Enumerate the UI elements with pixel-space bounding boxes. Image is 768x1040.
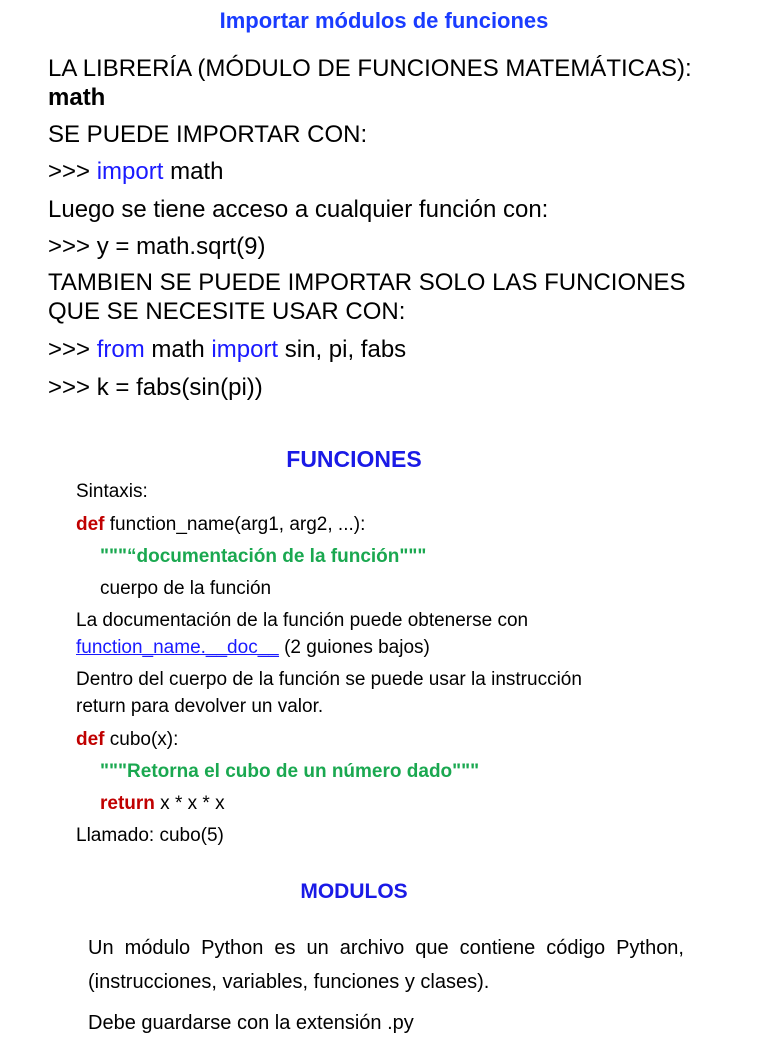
- library-name: math: [48, 84, 106, 111]
- return-line: [100, 791, 225, 817]
- syntax-label: Sintaxis:: [76, 481, 148, 502]
- access-line: Luego se tiene acceso a cualquier función con:: [48, 196, 549, 223]
- docstring-example: """“documentación de la función""": [100, 546, 427, 567]
- library-heading-line: [48, 54, 692, 84]
- return-info-line-2: return para devolver un valor.: [76, 696, 324, 717]
- also-import-line-2: QUE SE NECESITE USAR CON:: [48, 298, 406, 325]
- doc-attribute-note: (2 guiones bajos): [278, 637, 430, 658]
- doc-access-line: La documentación de la función puede obtenerse con: [76, 610, 529, 631]
- import-module: math: [163, 158, 224, 185]
- import-keyword: import: [211, 336, 279, 363]
- sqrt-code-line: >>> y = math.sqrt(9): [48, 233, 266, 260]
- cubo-docstring: """Retorna el cubo de un número dado""": [100, 761, 480, 782]
- def-signature: function_name(arg1, arg2, ...):: [104, 514, 366, 535]
- from-import-code-line: [48, 335, 406, 365]
- imported-names: sin, pi, fabs: [278, 336, 407, 363]
- def-keyword: def: [76, 514, 105, 535]
- return-keyword: return: [100, 793, 155, 814]
- also-import-line-1: TAMBIEN SE PUEDE IMPORTAR SOLO LAS FUNCIONES: [48, 269, 686, 296]
- from-keyword: from: [96, 336, 145, 363]
- from-module: math: [144, 336, 212, 363]
- module-extension-paragraph: Debe guardarse con la extensión .py: [88, 1012, 414, 1034]
- funciones-heading: FUNCIONES: [286, 446, 422, 472]
- function-body-line: cuerpo de la función: [100, 578, 272, 599]
- import-keyword: import: [96, 158, 164, 185]
- page-title: Importar módulos de funciones: [219, 8, 549, 33]
- module-definition-paragraph: Un módulo Python es un archivo que contiene código Python, (instrucciones, variables, funciones y clases).: [88, 937, 684, 993]
- def-keyword: def: [76, 729, 105, 750]
- call-example-line: Llamado: cubo(5): [76, 825, 224, 846]
- prompt: >>>: [48, 336, 97, 363]
- return-expression: x * x * x: [154, 793, 225, 814]
- def-syntax-line: [76, 512, 365, 538]
- def-cubo-signature: cubo(x):: [104, 729, 179, 750]
- def-cubo-line: [76, 727, 178, 753]
- import-code-line: [48, 157, 223, 187]
- doc-attribute: function_name.__doc__: [76, 637, 279, 658]
- library-heading-text: LA LIBRERÍA (MÓDULO DE FUNCIONES MATEMÁTICAS):: [48, 55, 692, 82]
- doc-attribute-line: [76, 635, 430, 661]
- return-info-line-1: Dentro del cuerpo de la función se puede usar la instrucción: [76, 669, 582, 690]
- modulos-heading: MODULOS: [300, 880, 408, 903]
- fabs-code-line: >>> k = fabs(sin(pi)): [48, 374, 263, 401]
- import-intro-line: SE PUEDE IMPORTAR CON:: [48, 121, 368, 148]
- prompt: >>>: [48, 158, 97, 185]
